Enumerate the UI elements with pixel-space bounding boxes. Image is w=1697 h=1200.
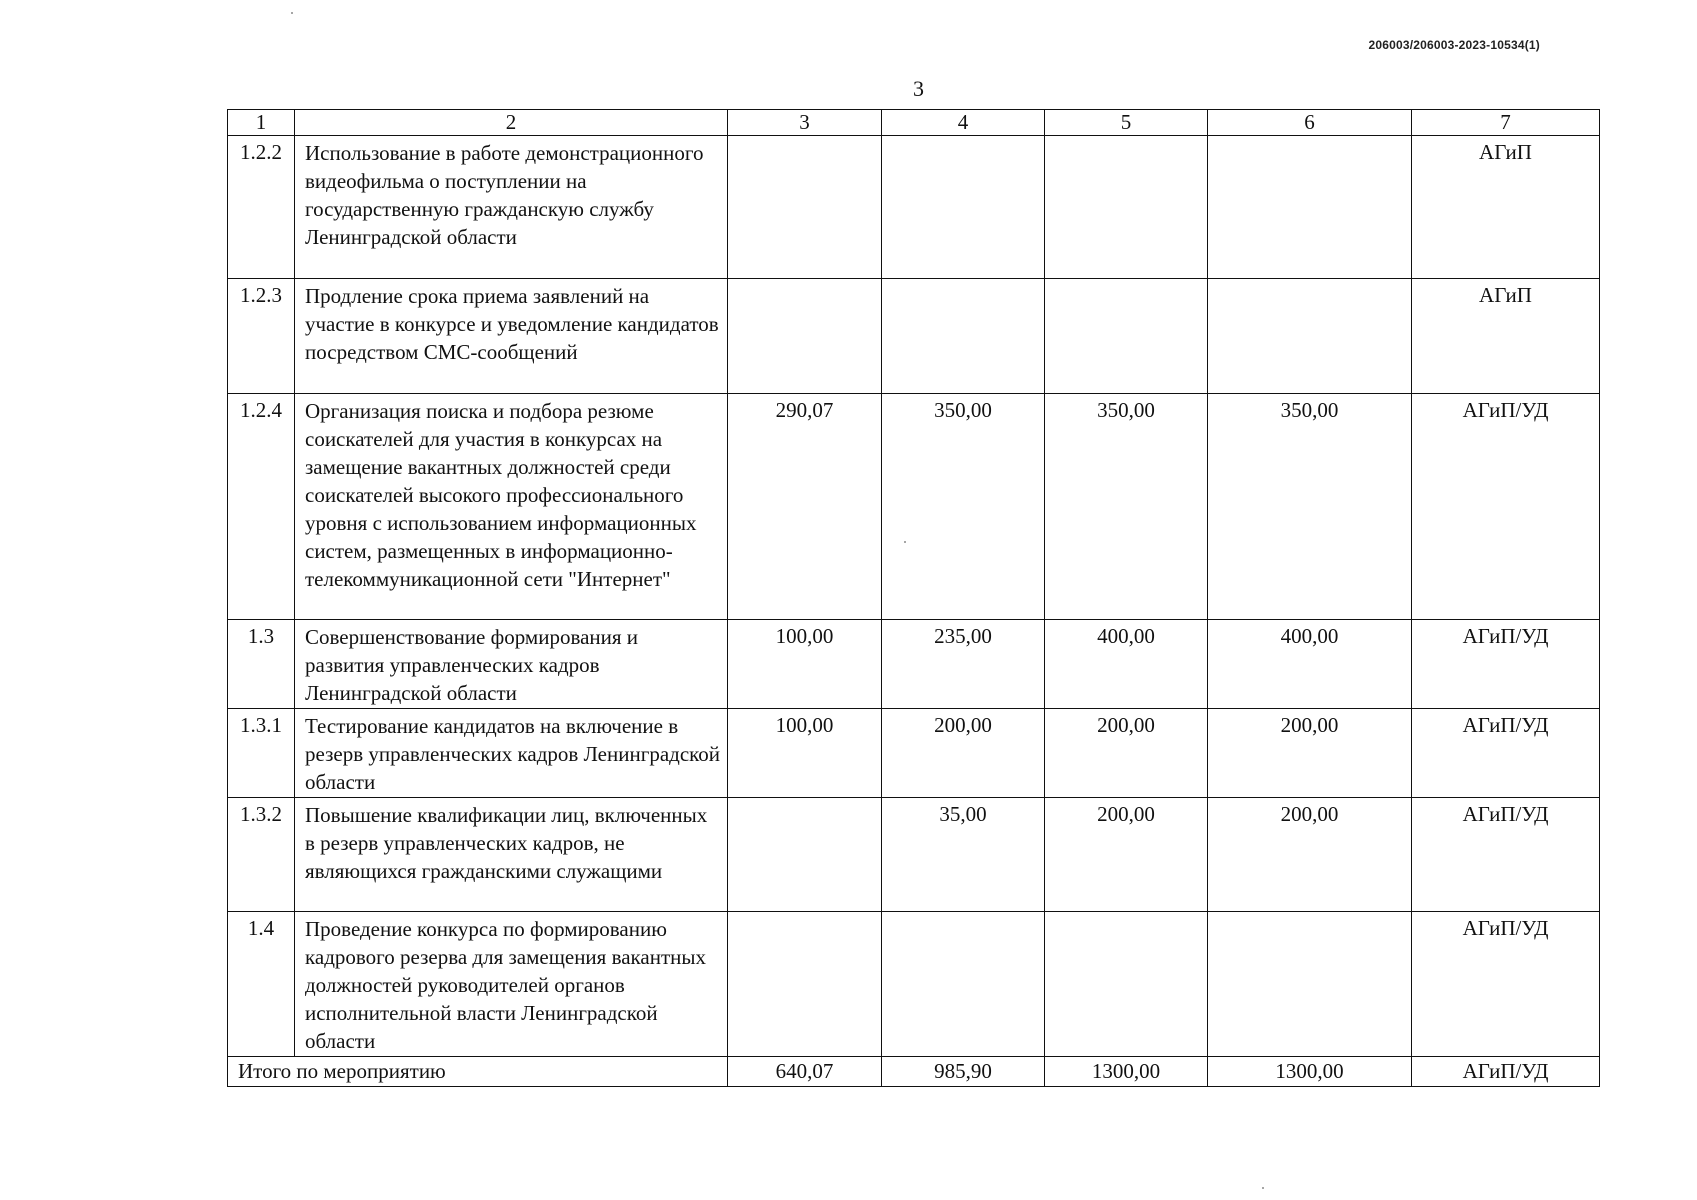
item-number: 1.3.2 — [228, 798, 295, 912]
value-col3 — [728, 798, 882, 912]
value-col6: 200,00 — [1208, 798, 1412, 912]
item-name: Проведение конкурса по формированию кадрового резерва для замещения вакантных должностей руководителей органов исполнительной власти Ленинградской области — [295, 912, 728, 1057]
scan-speck — [1262, 1187, 1264, 1189]
total-label: Итого по мероприятию — [228, 1057, 728, 1087]
column-header: 7 — [1412, 110, 1600, 136]
value-col6 — [1208, 136, 1412, 279]
value-col6 — [1208, 912, 1412, 1057]
value-col5: 350,00 — [1045, 394, 1208, 620]
item-name: Продление срока приема заявлений на участие в конкурсе и уведомление кандидатов посредством СМС-сообщений — [295, 279, 728, 394]
value-col3: 100,00 — [728, 709, 882, 798]
table-row — [228, 709, 1600, 798]
item-number: 1.2.4 — [228, 394, 295, 620]
value-col6: 200,00 — [1208, 709, 1412, 798]
value-col6: 400,00 — [1208, 620, 1412, 709]
table-row — [228, 279, 1600, 394]
executor: АГиП/УД — [1412, 394, 1600, 620]
total-col5: 1300,00 — [1045, 1057, 1208, 1087]
document-id: 206003/206003-2023-10534(1) — [1368, 38, 1540, 52]
table-row — [228, 136, 1600, 279]
table-row — [228, 912, 1600, 1057]
value-col3 — [728, 912, 882, 1057]
total-row — [228, 1057, 1600, 1087]
column-header: 1 — [228, 110, 295, 136]
executor: АГиП/УД — [1412, 912, 1600, 1057]
value-col4 — [882, 136, 1045, 279]
executor: АГиП — [1412, 279, 1600, 394]
value-col3 — [728, 136, 882, 279]
total-col4: 985,90 — [882, 1057, 1045, 1087]
item-number: 1.2.2 — [228, 136, 295, 279]
value-col3 — [728, 279, 882, 394]
activities-table — [227, 109, 1600, 1087]
column-header: 5 — [1045, 110, 1208, 136]
item-number: 1.3 — [228, 620, 295, 709]
value-col5: 200,00 — [1045, 709, 1208, 798]
value-col3: 290,07 — [728, 394, 882, 620]
value-col5 — [1045, 136, 1208, 279]
item-number: 1.4 — [228, 912, 295, 1057]
value-col6 — [1208, 279, 1412, 394]
item-number: 1.3.1 — [228, 709, 295, 798]
column-header: 6 — [1208, 110, 1412, 136]
executor: АГиП/УД — [1412, 620, 1600, 709]
total-col6: 1300,00 — [1208, 1057, 1412, 1087]
page-number: 3 — [913, 76, 924, 101]
item-number: 1.2.3 — [228, 279, 295, 394]
total-executor: АГиП/УД — [1412, 1057, 1600, 1087]
column-header: 3 — [728, 110, 882, 136]
value-col4 — [882, 912, 1045, 1057]
executor: АГиП/УД — [1412, 709, 1600, 798]
scan-speck — [291, 12, 293, 14]
item-name: Организация поиска и подбора резюме соискателей для участия в конкурсах на замещение вакантных должностей среди соискателей высокого профессионального уровня с использованием информационных систем, размещенных в информационно-телекоммуникационной сети "Интернет" — [295, 394, 728, 620]
value-col5: 400,00 — [1045, 620, 1208, 709]
item-name: Совершенствование формирования и развития управленческих кадров Ленинградской области — [295, 620, 728, 709]
executor: АГиП — [1412, 136, 1600, 279]
value-col5: 200,00 — [1045, 798, 1208, 912]
total-col3: 640,07 — [728, 1057, 882, 1087]
column-header: 4 — [882, 110, 1045, 136]
column-number-row — [228, 110, 1600, 136]
item-name: Тестирование кандидатов на включение в резерв управленческих кадров Ленинградской области — [295, 709, 728, 798]
item-name: Использование в работе демонстрационного видеофильма о поступлении на государственную гражданскую службу Ленинградской области — [295, 136, 728, 279]
value-col4: 235,00 — [882, 620, 1045, 709]
executor: АГиП/УД — [1412, 798, 1600, 912]
value-col4: 200,00 — [882, 709, 1045, 798]
table-row — [228, 394, 1600, 620]
item-name: Повышение квалификации лиц, включенных в резерв управленческих кадров, не являющихся гражданскими служащими — [295, 798, 728, 912]
value-col5 — [1045, 912, 1208, 1057]
value-col4: 35,00 — [882, 798, 1045, 912]
value-col3: 100,00 — [728, 620, 882, 709]
value-col5 — [1045, 279, 1208, 394]
table-row — [228, 798, 1600, 912]
column-header: 2 — [295, 110, 728, 136]
value-col4 — [882, 279, 1045, 394]
table-row — [228, 620, 1600, 709]
value-col4: 350,00 — [882, 394, 1045, 620]
value-col6: 350,00 — [1208, 394, 1412, 620]
